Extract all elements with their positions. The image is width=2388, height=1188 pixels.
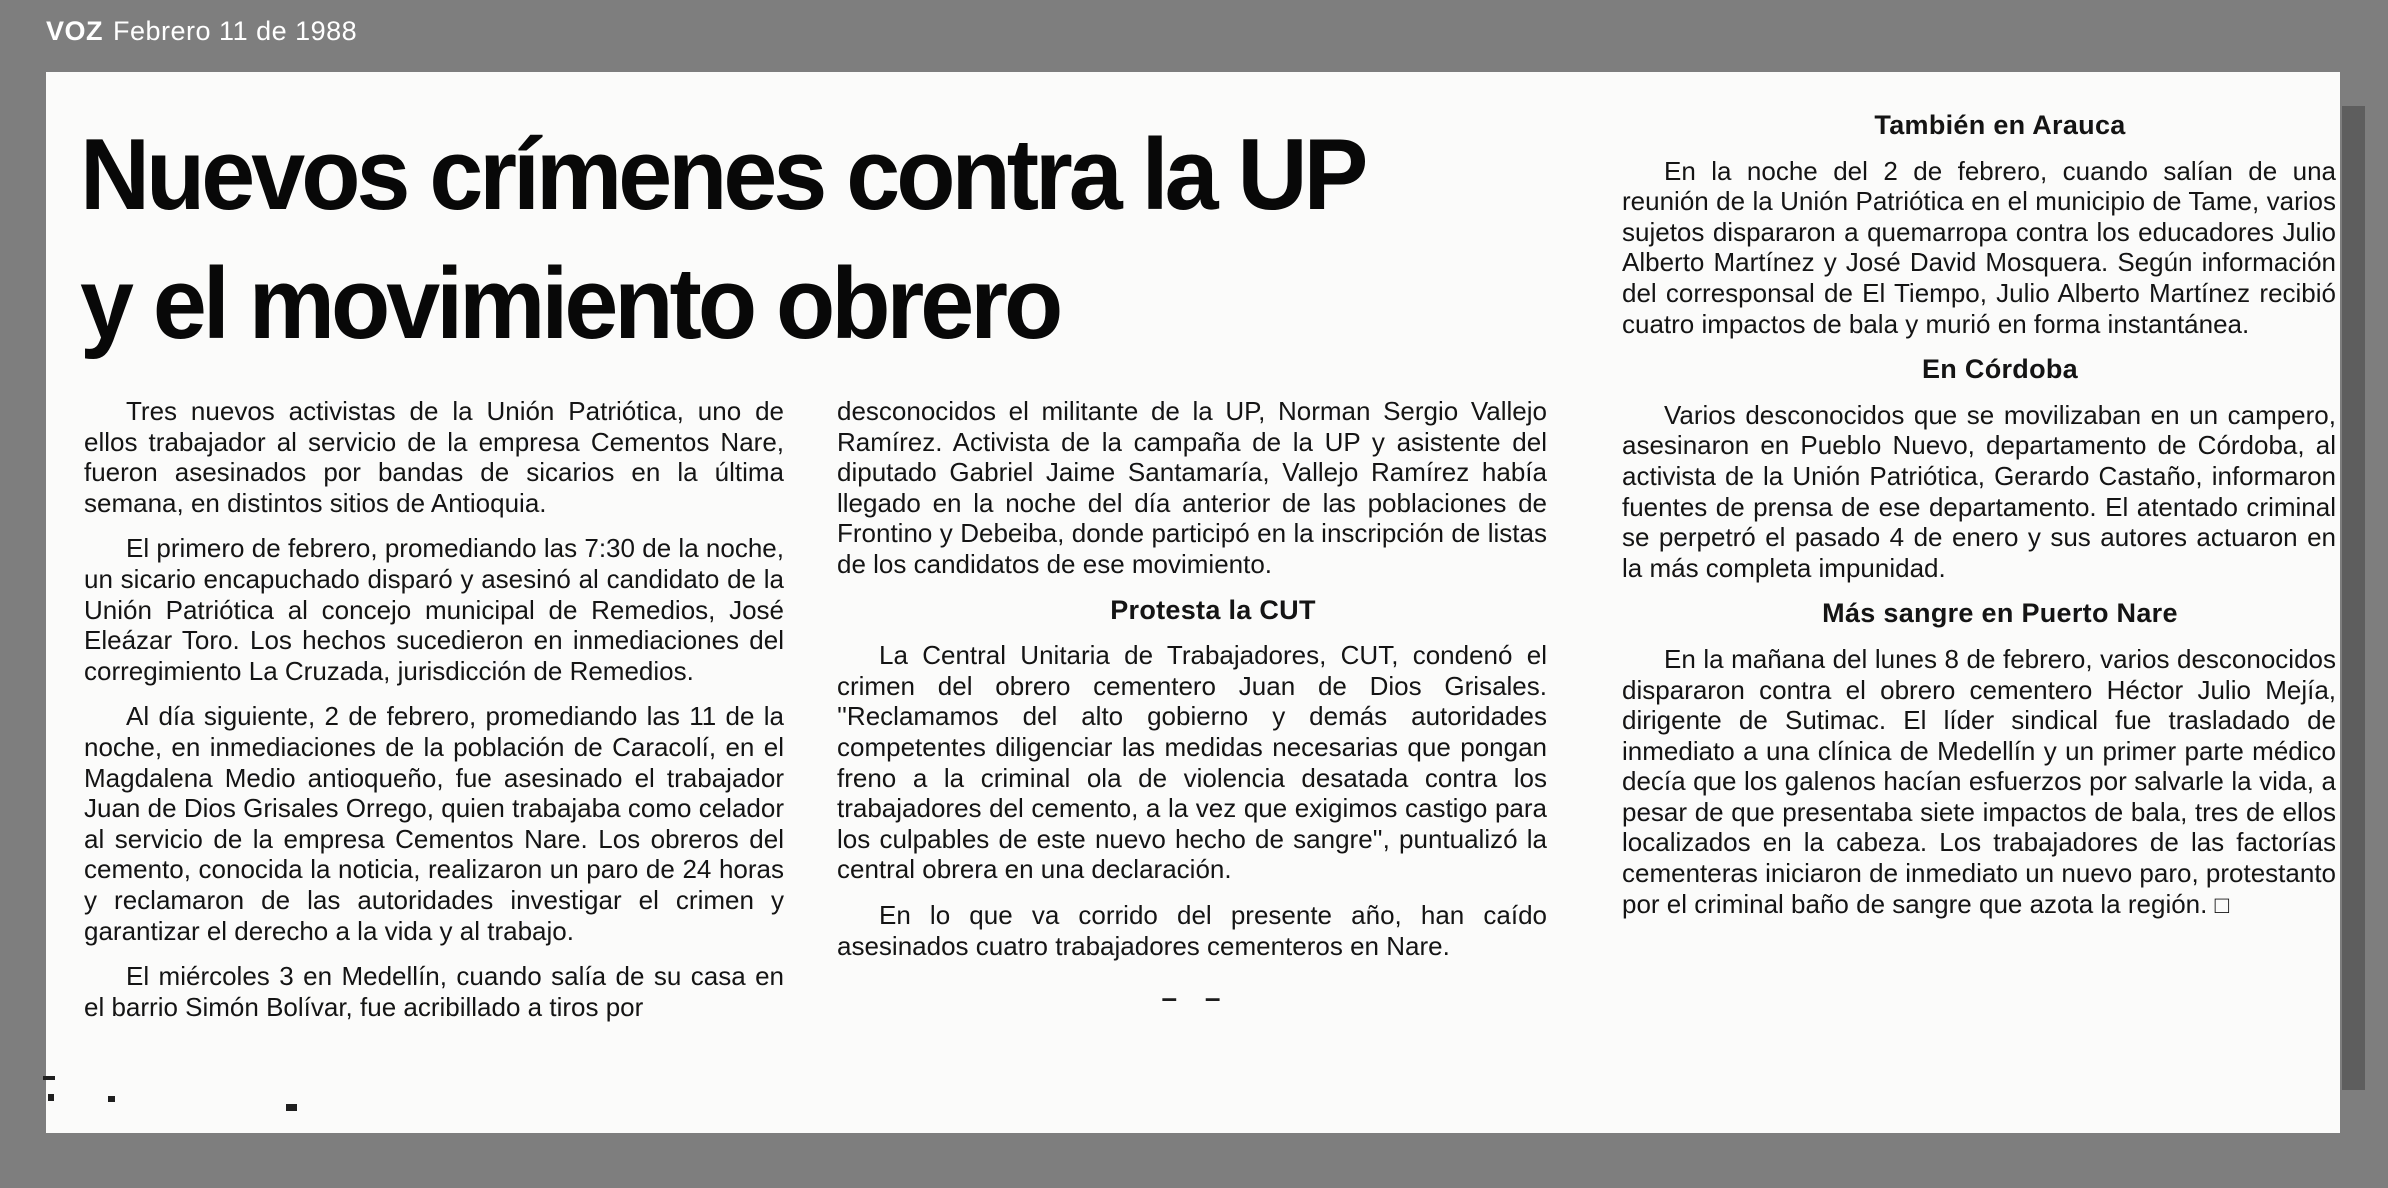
paragraph: En lo que va corrido del presente año, han caído asesinados cuatro trabajadores cementeros en Nare. <box>837 899 1547 961</box>
scan-artifact <box>108 1096 115 1102</box>
headline-line-1: Nuevos crímenes contra la UP <box>80 117 1365 231</box>
article-column-3 <box>1622 110 2336 936</box>
paragraph: En la noche del 2 de febrero, cuando salían de una reunión de la Unión Patriótica en el municipio de Tame, varios sujetos dispararon a quemarropa contra los educadores Julio Alberto Martínez y José David Mosquera. Según información del corresponsal de El Tiempo, Julio Alberto Martínez recibió cuatro impactos de bala y murió en forma instantánea. <box>1622 155 2336 339</box>
end-of-article-mark: □ <box>2214 891 2230 919</box>
headline-line-2: y el movimiento obrero <box>80 246 1060 360</box>
page-edge-shadow <box>2342 106 2365 1090</box>
subhead-en-cordoba: En Córdoba <box>1922 354 2078 385</box>
paragraph: Tres nuevos activistas de la Unión Patriótica, uno de ellos trabajador al servicio de la empresa Cementos Nare, fueron asesinados por bandas de sicarios en la última semana, en distintos sitios de Antioquia. <box>84 396 784 518</box>
article-column-2 <box>837 396 1547 1014</box>
subhead-mas-sangre-en-puerto-nare: Más sangre en Puerto Nare <box>1822 598 2178 629</box>
column-end-divider: – – <box>1161 982 1223 1014</box>
paragraph-text: En la mañana del lunes 8 de febrero, varios desconocidos dispararon contra el obrero cementero Héctor Julio Mejía, dirigente de Sutimac. El líder sindical fue trasladado de inmediato a una clínica de Medellín y un primer parte médico decía que los galenos hacían esfuerzos por salvarle la vida, a pesar de que presentaba siete impactos de bala, tres de ellos localizados en la cabeza. Los trabajadores de las factorías cementeras iniciaron de inmediato un nuevo paro, protestanto por el criminal baño de sangre que azota la región. <box>1622 643 2336 919</box>
paragraph-continuation: desconocidos el militante de la UP, Norman Sergio Vallejo Ramírez. Activista de la campaña de la UP y asistente del diputado Gabriel Jaime Santamaría, Vallejo Ramírez había llegado en la noche del día anterior de las poblaciones de Frontino y Debeiba, donde participó en la inscripción de listas de los candidatos de ese movimiento. <box>837 396 1547 579</box>
subhead-protesta-la-cut: Protesta la CUT <box>1110 594 1316 625</box>
paragraph: El primero de febrero, promediando las 7:30 de la noche, un sicario encapuchado disparó y asesinó al candidato de la Unión Patriótica al concejo municipal de Remedios, José Eleázar Toro. Los hechos sucedieron en inmediaciones del corregimiento La Cruzada, jurisdicción de Remedios. <box>84 533 784 686</box>
subhead-tambien-en-arauca: También en Arauca <box>1874 110 2126 140</box>
scan-artifact <box>286 1104 297 1111</box>
masthead-date: Febrero 11 de 1988 <box>113 16 358 46</box>
masthead-brand: VOZ <box>46 16 104 46</box>
scan-artifact <box>43 1076 55 1080</box>
newspaper-page <box>46 72 2340 1133</box>
paragraph: Al día siguiente, 2 de febrero, promediando las 11 de la noche, en inmediaciones de la población de Caracolí, en el Magdalena Medio antioqueño, fue asesinado el trabajador Juan de Dios Grisales Orrego, quien trabajaba como celador al servicio de la empresa Cementos Nare. Los obreros del cemento, conocida la noticia, realizaron un paro de 24 horas y reclamaron de las autoridades investigar el crimen y garantizar el derecho a la vida y al trabajo. <box>84 701 784 946</box>
article-column-1 <box>84 396 784 1037</box>
paragraph: La Central Unitaria de Trabajadores, CUT, condenó el crimen del obrero cementero Juan de Dios Grisales. ''Reclamamos del alto gobierno y demás autoridades competentes diligenciar las medidas necesarias que pongan freno a la criminal ola de violencia desatada contra los trabajadores del cemento, a la vez que exigimos castigo para los culpables de este nuevo hecho de sangre'', puntualizó la central obrera en una declaración. <box>837 640 1547 885</box>
scan-artifact <box>48 1094 54 1101</box>
article-headline <box>80 110 1610 368</box>
paragraph-with-end-mark <box>1622 644 2336 921</box>
paragraph: El miércoles 3 en Medellín, cuando salía de su casa en el barrio Simón Bolívar, fue acribillado a tiros por <box>84 961 784 1022</box>
paragraph: Varios desconocidos que se movilizaban en un campero, asesinaron en Pueblo Nuevo, departamento de Córdoba, al activista de la Unión Patriótica, Gerardo Castaño, informaron fuentes de prensa de ese departamento. El atentado criminal se perpetró el pasado 4 de enero y sus autores actuaron en la más completa impunidad. <box>1622 399 2336 583</box>
masthead <box>46 16 357 47</box>
